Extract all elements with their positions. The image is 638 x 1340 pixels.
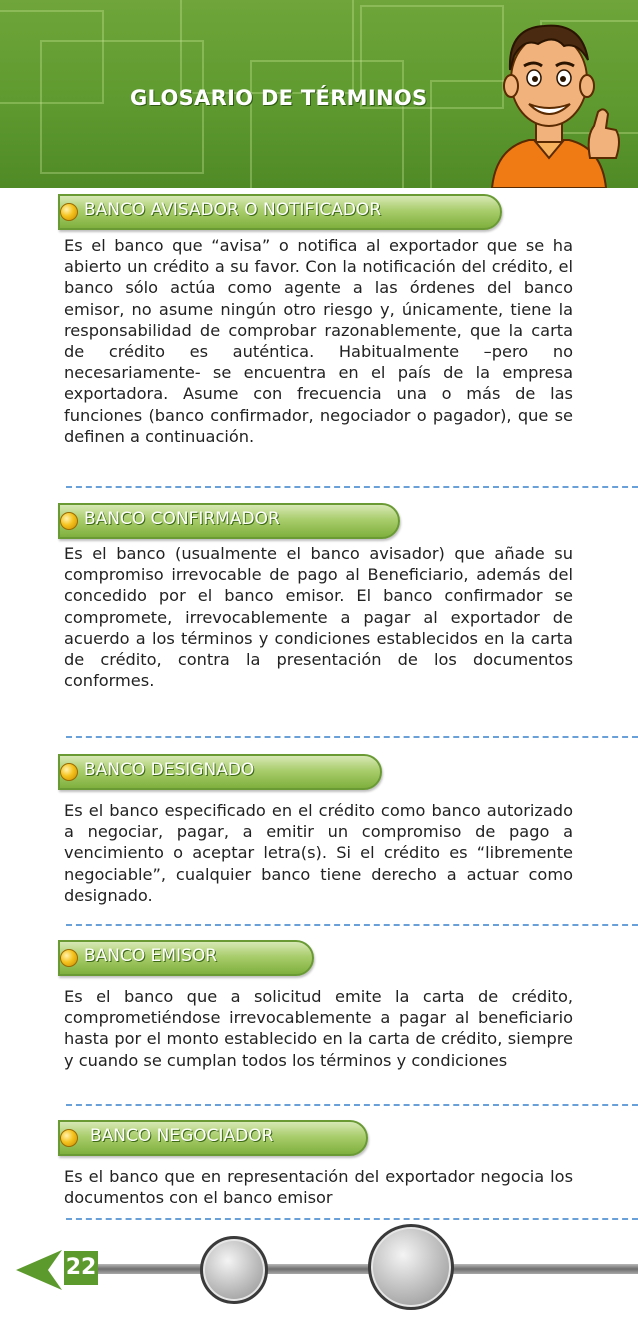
section-header-banco-avisador <box>58 194 502 230</box>
section-header-banco-emisor <box>58 940 314 976</box>
dashed-divider <box>66 736 638 738</box>
footer-bar <box>66 1264 638 1274</box>
bullet-icon <box>60 763 78 781</box>
bullet-icon <box>60 1129 78 1147</box>
round-button-small[interactable] <box>200 1236 268 1304</box>
section-header-banco-designado <box>58 754 382 790</box>
section-text: Es el banco especificado en el crédito como banco autorizado a negociar, pagar, a emitir un compromiso de pago a vencimiento o aceptar letra(s). Si el crédito es “libremente negociable”, cualquier banco tiene derecho a actuar como designado. <box>64 801 573 905</box>
section-title: BANCO AVISADOR O NOTIFICADOR <box>84 200 382 220</box>
dashed-divider <box>66 486 638 488</box>
round-button-large[interactable] <box>368 1224 454 1310</box>
section-title: BANCO EMISOR <box>84 946 218 966</box>
page-number: 22 <box>64 1251 98 1285</box>
section-text: Es el banco que en representación del exportador negocia los documentos con el banco emisor <box>64 1167 573 1208</box>
dashed-divider <box>66 1104 638 1106</box>
bullet-icon <box>60 203 78 221</box>
section-title: BANCO CONFIRMADOR <box>84 509 280 529</box>
section-title: BANCO DESIGNADO <box>84 760 255 780</box>
section-text: Es el banco (usualmente el banco avisador) que añade su compromiso irrevocable de pago al Beneficiario, además del concedido por el banco emisor. El banco confirmador se compromete, irrevocablemente a pagar al exportador de acuerdo a los términos y condiciones establecidos en la carta de crédito, contra la presentación de los documentos conformes. <box>64 544 573 691</box>
back-arrow-icon[interactable] <box>12 1248 62 1292</box>
section-title: BANCO NEGOCIADOR <box>90 1126 274 1146</box>
mascot-illustration <box>474 8 624 188</box>
header-banner <box>0 0 638 188</box>
bullet-icon <box>60 949 78 967</box>
dashed-divider <box>66 1218 638 1220</box>
bullet-icon <box>60 512 78 530</box>
page-title: GLOSARIO DE TÉRMINOS <box>130 86 428 110</box>
section-text: Es el banco que “avisa” o notifica al exportador que se ha abierto un crédito a su favor. Con la notificación del crédito, el banco sólo actúa como agente a las órdenes del banco emisor, no asume ningún otro riesgo y, únicamente, tiene la responsabilidad de comprobar razonablemente, que la carta de crédito es auténtica. Habitualmente –pero no necesariamente- se encuentra en el país de la empresa exportadora. Asume con frecuencia una o más de las funciones (banco confirmador, negociador o pagador), que se definen a continuación. <box>64 236 573 446</box>
dashed-divider <box>66 924 638 926</box>
section-header-banco-confirmador <box>58 503 400 539</box>
section-text: Es el banco que a solicitud emite la carta de crédito, comprometiéndose irrevocablemente a pagar al beneficiario hasta por el monto establecido en la carta de crédito, siempre y cuando se cumplan todos los términos y condiciones <box>64 987 573 1070</box>
section-header-banco-negociador <box>58 1120 368 1156</box>
